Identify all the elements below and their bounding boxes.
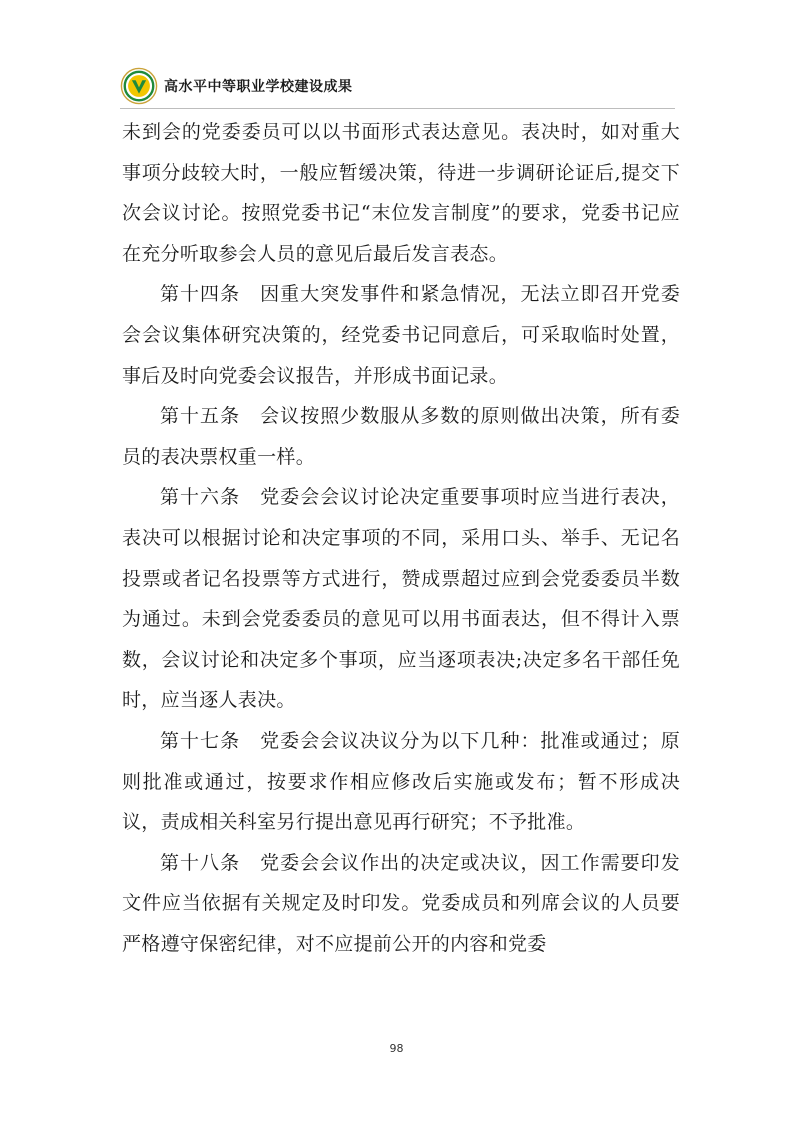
- document-body: [122, 112, 680, 964]
- school-emblem-icon: [120, 67, 158, 105]
- paragraph-article-17: 第十七条 党委会会议决议分为以下几种：批准或通过；原则批准或通过，按要求作相应修改后实施或发布；暂不形成决议，责成相关科室另行提出意见再行研究；不予批准。: [122, 729, 680, 834]
- paragraph-article-18: 第十八条 党委会会议作出的决定或决议，因工作需要印发文件应当依据有关规定及时印发。党委成员和列席会议的人员要严格遵守保密纪律，对不应提前公开的内容和党委: [122, 851, 680, 955]
- page-header: [120, 66, 680, 106]
- paragraph-article-14: 第十四条 因重大突发事件和紧急情况，无法立即召开党委会会议集体研究决策的，经党委书记同意后，可采取临时处置，事后及时向党委会议报告，并形成书面记录。: [122, 283, 680, 387]
- paragraph-article-16: 第十六条 党委会会议讨论决定重要事项时应当进行表决，表决可以根据讨论和决定事项的不同，采用口头、举手、无记名投票或者记名投票等方式进行，赞成票超过应到会党委委员半数为通过。未到会党委委员的意见可以用书面表达，但不得计入票数，会议讨论和决定多个事项，应当逐项表决;决定多名干部任免时，应当逐人表决。: [122, 486, 680, 712]
- paragraph-article-15: 第十五条 会议按照少数服从多数的原则做出决策，所有委员的表决票权重一样。: [122, 405, 680, 468]
- header-title: 高水平中等职业学校建设成果: [164, 79, 353, 95]
- header-divider: [120, 108, 675, 109]
- page-number: 98: [389, 1042, 404, 1055]
- paragraph-continuation: 未到会的党委委员可以以书面形式表达意见。表决时，如对重大事项分歧较大时，一般应暂缓决策，待进一步调研论证后,提交下次会议讨论。按照党委书记“末位发言制度”的要求，党委书记应在充分听取参会人员的意见后最后发言表态。: [122, 121, 680, 265]
